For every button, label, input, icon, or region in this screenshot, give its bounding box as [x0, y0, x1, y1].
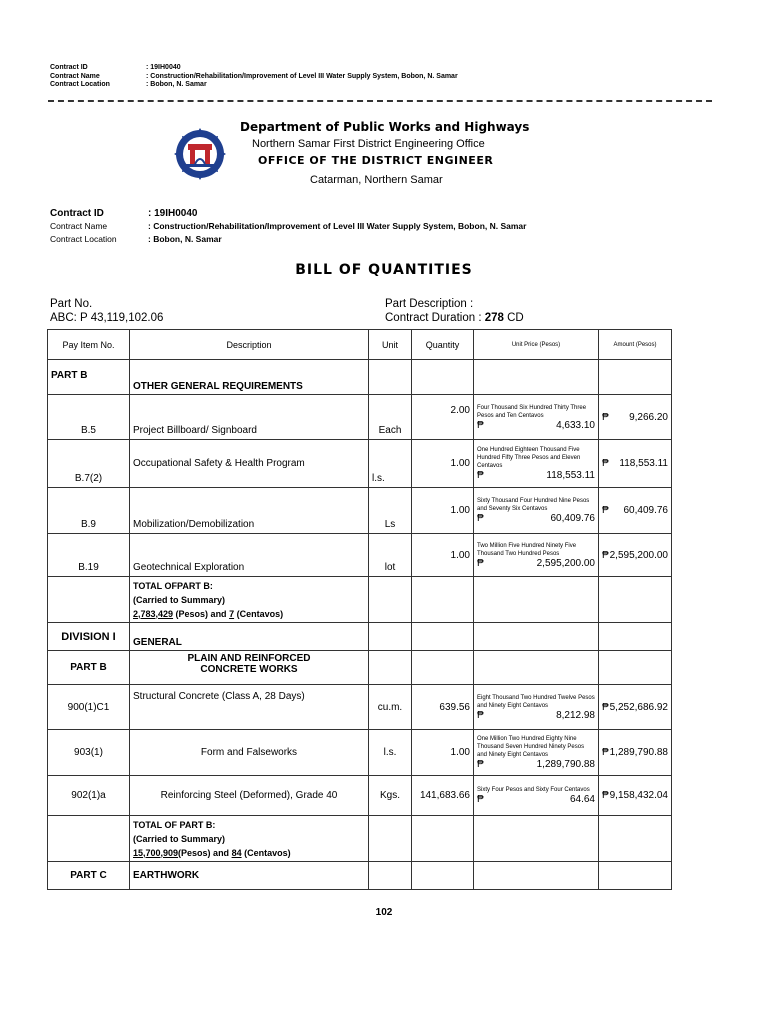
item-unit: l.s.: [369, 730, 412, 776]
dpwh-logo-icon: [174, 128, 226, 180]
part-total: [130, 816, 369, 862]
division-description: GENERAL: [130, 623, 369, 651]
peso-sign: ₱: [477, 513, 484, 524]
table-row: [48, 816, 672, 862]
part-description: OTHER GENERAL REQUIREMENTS: [130, 360, 369, 395]
peso-sign: ₱: [477, 557, 484, 569]
contract-info: [50, 207, 526, 246]
peso-sign: ₱: [602, 701, 609, 713]
peso-sign: ₱: [602, 549, 609, 561]
district-office: OFFICE OF THE DISTRICT ENGINEER: [258, 154, 494, 167]
pay-item-no: 902(1)a: [48, 776, 130, 816]
unit-price-cell: [474, 685, 599, 730]
peso-sign: ₱: [477, 794, 484, 805]
page-title: BILL OF QUANTITIES: [295, 262, 473, 278]
amount-cell: [599, 534, 672, 577]
col-header: Description: [130, 330, 369, 360]
dashed-divider: [48, 100, 712, 102]
office-name: Northern Samar First District Engineering Office: [252, 138, 485, 150]
meta-value: : Bobon, N. Samar: [146, 81, 207, 88]
amount: 2,595,200.00: [609, 549, 668, 561]
amount-cell: [599, 395, 672, 440]
table-row: [48, 623, 672, 651]
price-in-words: Two Million Five Hundred Ninety Five Thousand Two Hundred Pesos: [477, 542, 577, 557]
unit-price-cell: [474, 534, 599, 577]
page-number: 102: [375, 907, 393, 918]
item-unit: lot: [369, 534, 412, 577]
amount: 5,252,686.92: [609, 701, 668, 713]
col-header: Pay Item No.: [48, 330, 130, 360]
item-quantity: 2.00: [412, 395, 474, 440]
meta-value: : Construction/Rehabilitation/Improvement of Level III Water Supply System, Bobon, N. Samar: [146, 72, 458, 80]
pay-item-no: B.9: [48, 488, 130, 534]
pay-item-no: B.5: [48, 395, 130, 440]
part-description: Part Description :: [385, 298, 474, 310]
peso-sign: ₱: [602, 411, 609, 423]
item-description: Structural Concrete (Class A, 28 Days): [130, 685, 369, 730]
unit-price: 118,553.11: [546, 470, 595, 481]
table-header-row: [48, 330, 672, 360]
unit-price: 2,595,200.00: [536, 557, 595, 569]
table-row: [48, 488, 672, 534]
table-row: [48, 730, 672, 776]
contract-location-label: Contract Location: [50, 234, 117, 244]
item-description: Occupational Safety & Health Program: [130, 440, 369, 488]
item-quantity: 141,683.66: [412, 776, 474, 816]
top-contract-meta: [50, 64, 458, 90]
meta-label: Contract Name: [50, 72, 100, 80]
item-quantity: 639.56: [412, 685, 474, 730]
bill-of-quantities-table: [47, 329, 672, 890]
peso-sign: ₱: [477, 419, 484, 431]
total-label: TOTAL OF PART B:: [133, 819, 216, 830]
unit-price-cell: [474, 776, 599, 816]
contract-name-label: Contract Name: [50, 221, 108, 231]
item-description: Reinforcing Steel (Deformed), Grade 40: [130, 776, 369, 816]
part-label: PART B: [48, 651, 130, 685]
carried-label: (Carried to Summary): [133, 833, 226, 844]
peso-sign: ₱: [602, 747, 609, 758]
item-quantity: 1.00: [412, 488, 474, 534]
duration-unit: CD: [503, 312, 524, 324]
peso-sign: ₱: [602, 790, 609, 801]
amount: 118,553.11: [619, 458, 668, 469]
price-in-words: One Million Two Hundred Eighty Nine Thousand Seven Hundred Ninety Pesos and Ninety Eight Centavos: [477, 736, 585, 758]
part-description: EARTHWORK: [130, 862, 369, 890]
total-end: (Centavos): [241, 847, 291, 858]
table-row: [48, 395, 672, 440]
unit-price: 4,633.10: [556, 419, 595, 431]
pay-item-no: 903(1): [48, 730, 130, 776]
unit-price-cell: [474, 488, 599, 534]
meta-value: : 19IH0040: [146, 64, 181, 71]
pay-item-no: 900(1)C1: [48, 685, 130, 730]
meta-label: Contract ID: [50, 64, 88, 71]
amount-cell: [599, 776, 672, 816]
contract-id-value: : 19IH0040: [148, 208, 198, 219]
price-in-words: One Hundred Eighteen Thousand Five Hundred Fifty Three Pesos and Eleven Centavos: [477, 447, 581, 469]
table-row: [48, 577, 672, 623]
total-centavos: 84: [231, 847, 242, 858]
amount: 9,266.20: [629, 411, 668, 423]
total-centavos: 7: [229, 608, 235, 619]
item-description: Form and Falseworks: [130, 730, 369, 776]
unit-price-cell: [474, 440, 599, 488]
item-quantity: 1.00: [412, 534, 474, 577]
division-label: DIVISION I: [48, 623, 130, 651]
table-row: [48, 685, 672, 730]
item-description: Project Billboard/ Signboard: [130, 395, 369, 440]
part-label: PART C: [48, 862, 130, 890]
item-unit: l.s.: [369, 440, 412, 488]
item-description: Mobilization/Demobilization: [130, 488, 369, 534]
item-unit: Each: [369, 395, 412, 440]
unit-price-cell: [474, 730, 599, 776]
table-row: [48, 440, 672, 488]
total-mid: (Pesos) and: [178, 847, 232, 858]
duration-label: Contract Duration :: [385, 312, 485, 324]
amount-cell: [599, 488, 672, 534]
pay-item-no: B.19: [48, 534, 130, 577]
col-header: Unit: [369, 330, 412, 360]
city: Catarman, Northern Samar: [310, 174, 443, 186]
amount-cell: [599, 440, 672, 488]
part-label: PART B: [48, 360, 130, 395]
table-row: [48, 534, 672, 577]
unit-price: 64.64: [569, 794, 595, 805]
unit-price: 60,409.76: [550, 513, 595, 524]
unit-price: 1,289,790.88: [536, 759, 595, 770]
duration-value: 278: [484, 312, 504, 324]
price-in-words: Sixty Four Pesos and Sixty Four Centavos: [477, 787, 590, 793]
col-header: Quantity: [412, 330, 474, 360]
part-description: PLAIN AND REINFORCED CONCRETE WORKS: [130, 651, 369, 685]
meta-label: Contract Location: [50, 81, 110, 88]
table-row: [48, 862, 672, 890]
peso-sign: ₱: [477, 709, 484, 721]
dept-title: Department of Public Works and Highways: [240, 120, 530, 134]
part-total: [130, 577, 369, 623]
unit-price-cell: [474, 395, 599, 440]
abc-value: ABC: P 43,119,102.06: [50, 312, 164, 324]
amount: 60,409.76: [623, 505, 668, 516]
item-description: Geotechnical Exploration: [130, 534, 369, 577]
total-label: TOTAL OFPART B:: [133, 580, 213, 591]
price-in-words: Four Thousand Six Hundred Thirty Three Pesos and Ten Centavos: [477, 404, 587, 419]
pay-item-no: B.7(2): [48, 440, 130, 488]
item-unit: Kgs.: [369, 776, 412, 816]
amount: 9,158,432.04: [609, 790, 668, 801]
peso-sign: ₱: [477, 759, 484, 770]
table-row: [48, 360, 672, 395]
contract-name-value: : Construction/Rehabilitation/Improvement of Level III Water Supply System, Bobon, N. Samar: [148, 221, 527, 231]
item-unit: cu.m.: [369, 685, 412, 730]
contract-id-label: Contract ID: [50, 208, 104, 219]
table-row: [48, 776, 672, 816]
amount-cell: [599, 685, 672, 730]
peso-sign: ₱: [477, 470, 484, 481]
col-header: Amount (Pesos): [599, 330, 672, 360]
total-pesos: 15,700,909: [133, 847, 179, 858]
carried-label: (Carried to Summary): [133, 594, 226, 605]
contract-location-value: : Bobon, N. Samar: [148, 234, 222, 244]
col-header: Unit Price (Pesos): [474, 330, 599, 360]
peso-sign: ₱: [602, 458, 609, 469]
item-quantity: 1.00: [412, 730, 474, 776]
total-pesos: 2,783,429: [133, 608, 174, 619]
unit-price: 8,212.98: [556, 709, 595, 721]
part-no: Part No.: [50, 298, 93, 310]
amount: 1,289,790.88: [609, 747, 668, 758]
total-mid: (Pesos) and: [173, 608, 230, 619]
price-in-words: Eight Thousand Two Hundred Twelve Pesos and Ninety Eight Centavos: [477, 694, 595, 709]
total-end: (Centavos): [234, 608, 284, 619]
table-row: [48, 651, 672, 685]
amount-cell: [599, 730, 672, 776]
peso-sign: ₱: [602, 505, 609, 516]
item-unit: Ls: [369, 488, 412, 534]
contract-duration: [385, 312, 524, 324]
item-quantity: 1.00: [412, 440, 474, 488]
price-in-words: Sixty Thousand Four Hundred Nine Pesos and Seventy Six Centavos: [477, 498, 590, 512]
